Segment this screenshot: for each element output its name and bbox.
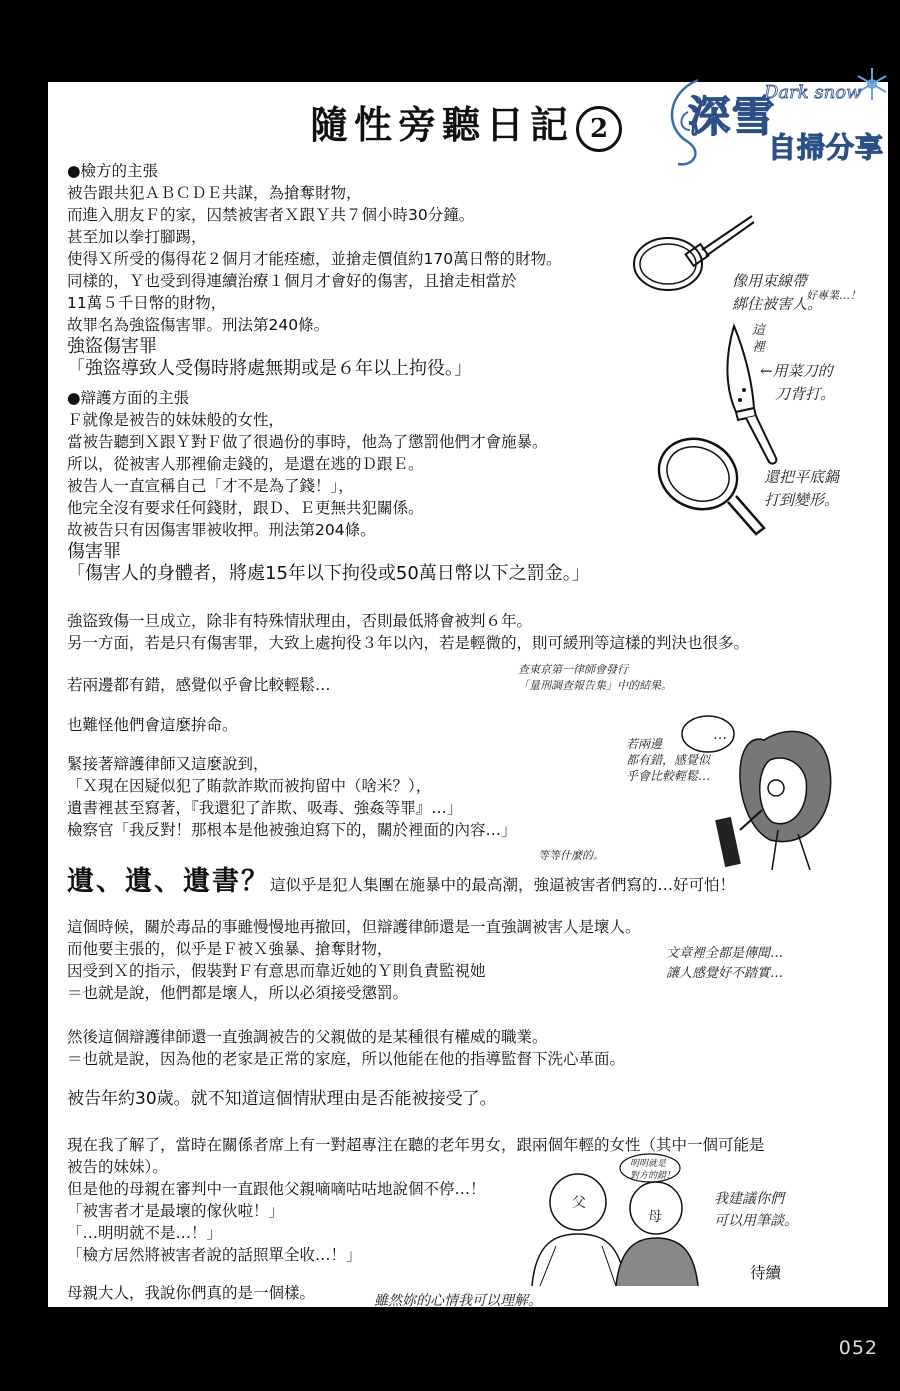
- text-line: 被告的妹妹）。: [67, 1158, 168, 1176]
- text-line: 被告年約30歲。就不知道這個情狀理由是否能被接受了。: [67, 1089, 497, 1109]
- text-line: 故被告只有因傷害罪被收押。刑法第204條。: [67, 521, 376, 539]
- text-line: 也難怪他們會這麼拚命。: [67, 716, 238, 734]
- text-line: 檢察官「我反對！那根本是他被強迫寫下的，關於裡面的內容…」: [67, 821, 517, 839]
- crime-quote: 「傷害人的身體者，將處15年以下拘役或50萬日幣以下之罰金。」: [67, 563, 590, 584]
- will-exclaim: 遺、遺、遺書？: [67, 866, 270, 897]
- page-number: 052: [838, 1337, 878, 1359]
- text-line: 遺書裡甚至寫著，『我還犯了詐欺、吸毒、強姦等罪』…」: [67, 799, 463, 817]
- knife-note: [760, 360, 835, 406]
- text-line: ＝也就是說，因為他的老家是正常的家庭，所以他能在他的指導監督下洗心革面。: [67, 1050, 626, 1068]
- title-number-circle: 2: [576, 106, 622, 152]
- mother-bubble: [630, 1158, 675, 1182]
- suggest-note: [714, 1188, 798, 1232]
- to-be-continued: 待續: [750, 1264, 782, 1282]
- note-line: 綁住被害人。: [732, 295, 823, 313]
- text-line: 甚至加以拳打腳踢，: [67, 228, 207, 246]
- defense-claims: [67, 387, 590, 585]
- text-line: ●檢方的主張: [67, 162, 159, 180]
- text-line: 「Ｘ現在因疑似犯了賄款詐欺而被拘留中（啥米？），: [67, 777, 432, 795]
- text-line: 同樣的，Ｙ也受到得連續治療１個月才會好的傷害，且搶走相當於: [67, 272, 517, 290]
- both-wrong-paragraph: [67, 674, 331, 696]
- desperate-paragraph: [67, 714, 238, 736]
- note-line: 可以用筆談。: [714, 1213, 798, 1229]
- source-note: [518, 662, 672, 694]
- father-job-paragraph: [67, 1026, 625, 1070]
- text-line: 「被害者才是最壞的傢伙啦！」: [67, 1202, 285, 1220]
- text-line: 強盜致傷一旦成立，除非有特殊情狀理由，否則最低將會被判６年。: [67, 612, 533, 630]
- will-comment: 這似乎是犯人集團在施暴中的最高潮，強逼被害者們寫的…好可怕！: [270, 876, 736, 894]
- page-title-text: 隨性旁聽日記: [310, 102, 575, 147]
- frying-pan-illustration: [654, 424, 774, 544]
- note-line: 還把平底鍋: [764, 468, 840, 486]
- note-line: 文章裡全都是傳聞…: [666, 946, 784, 961]
- note-line: 對方的錯！: [630, 1171, 676, 1181]
- text-line: 所以，從被害人那裡偷走錢的，是還在逃的Ｄ跟Ｅ。: [67, 455, 424, 473]
- will-line: [67, 865, 735, 902]
- page-title: [310, 94, 622, 152]
- father-label: 父: [572, 1195, 586, 1211]
- crime-heading: 傷害罪: [67, 541, 121, 562]
- parents-illustration: [516, 1146, 716, 1286]
- logo-tag-text: 自掃分享: [768, 131, 885, 164]
- bottom-note: 雖然妳的心情我可以理解。: [374, 1293, 542, 1309]
- text-line: 故罪名為強盜傷害罪。刑法第240條。: [67, 316, 330, 334]
- note-line: 這: [752, 323, 766, 338]
- note-line: 像用束線帶: [732, 272, 808, 290]
- text-line: 因受到Ｘ的指示，假裝對Ｆ有意思而靠近她的Ｙ則負責監視她: [67, 962, 486, 980]
- defendant-age-paragraph: [67, 1088, 497, 1110]
- note-line: 都有錯，感覺似: [626, 753, 711, 767]
- text-line: 使得Ｘ所受的傷得花２個月才能痊癒，並搶走價值約170萬日幣的財物。: [67, 250, 562, 268]
- rumor-note: [666, 944, 783, 984]
- text-line: 當被告聽到Ｘ跟Ｙ對Ｆ做了很過份的事時，他為了懲罰他們才會施暴。: [67, 433, 548, 451]
- note-line: 打到變形。: [764, 491, 840, 509]
- crime-heading: 強盜傷害罪: [67, 336, 157, 357]
- belt-small-note: 好專業…！: [806, 289, 861, 302]
- speech-bubble-dots: …: [713, 727, 727, 743]
- text-line: 母親大人，我說你們真的是一個樣。: [67, 1284, 316, 1302]
- note-line: ←用菜刀的: [760, 362, 833, 380]
- note-line: 乎會比較輕鬆…: [626, 769, 711, 783]
- prosecution-claims: [67, 160, 562, 380]
- mother-label: 母: [648, 1209, 662, 1225]
- text-line: ●辯護方面的主張: [67, 389, 190, 407]
- text-line: 這個時候，關於毒品的事雖慢慢地再撤回，但辯護律師還是一直強調被害人是壞人。: [67, 918, 641, 936]
- victims-bad-paragraph: [67, 916, 641, 1004]
- note-line: 讓人感覺好不踏實…: [666, 966, 784, 981]
- text-line: 而他要主張的，似乎是Ｆ被Ｘ強暴、搶奪財物，: [67, 940, 393, 958]
- woman-note: [626, 736, 710, 784]
- knife-top-note: [752, 322, 765, 356]
- logo-main-text: 深雪: [688, 92, 777, 141]
- note-line: 查東京第一律師會發行: [518, 663, 628, 676]
- text-line: 被告跟共犯ＡＢＣＤＥ共謀，為搶奪財物，: [67, 184, 362, 202]
- mother-comment: [67, 1282, 315, 1304]
- text-line: 但是他的母親在審判中一直跟他父親嘀嘀咕咕地說個不停…！: [67, 1180, 486, 1198]
- text-line: 「…明明就不是…！」: [67, 1224, 223, 1242]
- note-line: 裡: [752, 340, 766, 355]
- woman-with-glasses-illustration: [660, 700, 850, 880]
- text-line: 緊接著辯護律師又這麼說到，: [67, 755, 269, 773]
- text-line: 「檢方居然將被害者說的話照單全收…！」: [67, 1246, 362, 1264]
- crime-quote: 「強盜導致人受傷時將處無期或是６年以上拘役。」: [67, 358, 472, 379]
- manga-page: [48, 82, 888, 1307]
- note-line: 明明就是: [630, 1159, 667, 1169]
- note-line: 我建議你們: [714, 1191, 784, 1207]
- text-line: 然後這個辯護律師還一直強調被告的父親做的是某種很有權威的職業。: [67, 1028, 548, 1046]
- note-line: 刀背打。: [760, 385, 836, 403]
- text-line: 另一方面，若是只有傷害罪，大致上處拘役３年以內，若是輕微的，則可緩刑等這樣的判決也很多。: [67, 634, 750, 652]
- text-line: 若兩邊都有錯，感覺似乎會比較輕鬆…: [67, 676, 331, 694]
- text-line: Ｆ就像是被告的妹妹般的女性，: [67, 411, 285, 429]
- scanlation-logo: [618, 62, 900, 182]
- etc-note: 等等什麼的。: [538, 849, 604, 862]
- text-line: 11萬５千日幣的財物，: [67, 294, 227, 312]
- text-line: 他完全沒有要求任何錢財，跟Ｄ、Ｅ更無共犯關係。: [67, 499, 424, 517]
- text-line: 現在我了解了，當時在關係者席上有一對超專注在聽的老年男女，跟兩個年輕的女性（其中一個可能是: [67, 1136, 765, 1154]
- pan-note: [764, 466, 839, 512]
- text-line: 被告人一直宣稱自己「才不是為了錢！」，: [67, 477, 354, 495]
- defense-continued-paragraph: [67, 753, 517, 841]
- sentencing-paragraph: [67, 610, 749, 654]
- logo-sub-text: Dark snow: [764, 82, 862, 103]
- note-line: 「量刑調查報告集」中的結果。: [518, 679, 672, 692]
- note-line: 若兩邊: [626, 737, 663, 751]
- text-line: 而進入朋友Ｆ的家，囚禁被害者Ｘ跟Ｙ共７個小時30分鐘。: [67, 206, 475, 224]
- text-line: ＝也就是說，他們都是壞人，所以必須接受懲罰。: [67, 984, 409, 1002]
